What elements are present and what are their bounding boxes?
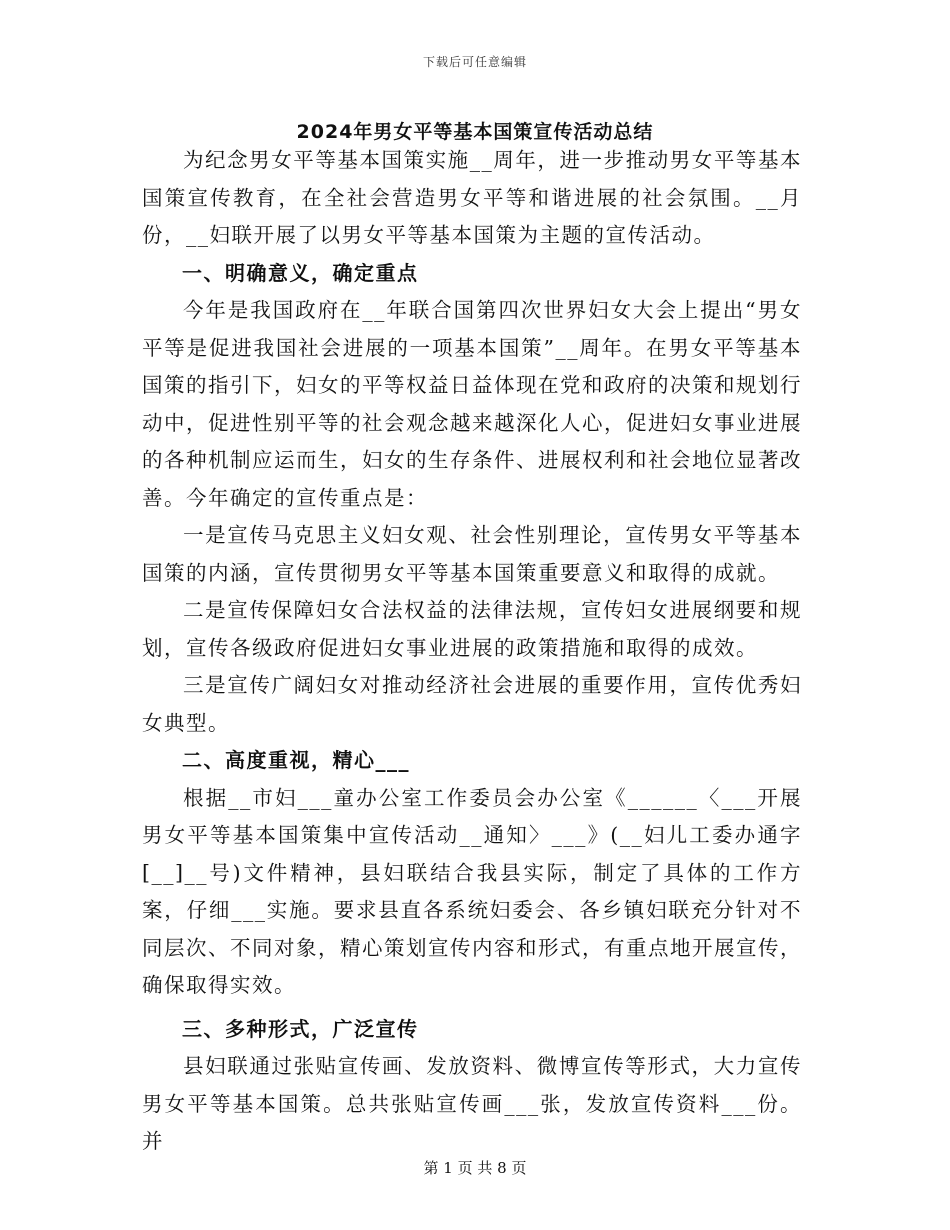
document-title: 2024年男女平等基本国策宣传活动总结 [296,121,654,143]
page-header-note: 下载后可任意编辑 [422,55,527,69]
section-1-paragraph-2: 一是宣传马克思主义妇女观、社会性别理论，宣传男女平等基本国策的内涵，宣传贯彻男女平等基本国策重要意义和取得的成就。 [142,523,802,585]
section-2-heading: 二、高度重视，精心___ [182,748,410,772]
section-3-heading: 三、多种形式，广泛宣传 [182,1016,419,1041]
section-1-paragraph-1: 今年是我国政府在__年联合国第四次世界妇女大会上提出“男女平等是促进我国社会进展的一项基本国策”__周年。在男女平等基本国策的指引下，妇女的平等权益日益体现在党和政府的决策和规划行动中，促进性别平等的社会观念越来越深化人心，促进妇女事业进展的各种机制应运而生，妇女的生存条件、进展权利和社会地位显著改善。今年确定的宣传重点是： [142,298,802,510]
section-1-heading: 一、明确意义，确定重点 [182,260,419,285]
section-3-paragraph-1: 县妇联通过张贴宣传画、发放资料、微博宣传等形式，大力宣传男女平等基本国策。总共张贴宣传画___张，发放宣传资料___份。并 [142,1054,802,1153]
page-number: 第 1 页 共 8 页 [423,1159,527,1177]
section-1-paragraph-3: 二是宣传保障妇女合法权益的法律法规，宣传妇女进展纲要和规划，宣传各级政府促进妇女事业进展的政策措施和取得的成效。 [142,598,802,660]
intro-paragraph: 为纪念男女平等基本国策实施__周年，进一步推动男女平等基本国策宣传教育，在全社会营造男女平等和谐进展的社会氛围。__月份，__妇联开展了以男女平等基本国策为主题的宣传活动。 [142,148,802,247]
document-body [142,142,802,1161]
section-2-paragraph-1: 根据__市妇___童办公室工作委员会办公室《______〈___开展男女平等基本国策集中宣传活动__通知〉___》(__妇儿工委办通字[__]__号)文件精神，县妇联结合我县实际，制定了具体的工作方案，仔细___实施。要求县直各系统妇委会、各乡镇妇联充分针对不同层次、不同对象，精心策划宣传内容和形式，有重点地开展宣传，确保取得实效。 [142,785,802,997]
section-1-paragraph-4: 三是宣传广阔妇女对推动经济社会进展的重要作用，宣传优秀妇女典型。 [142,673,802,735]
